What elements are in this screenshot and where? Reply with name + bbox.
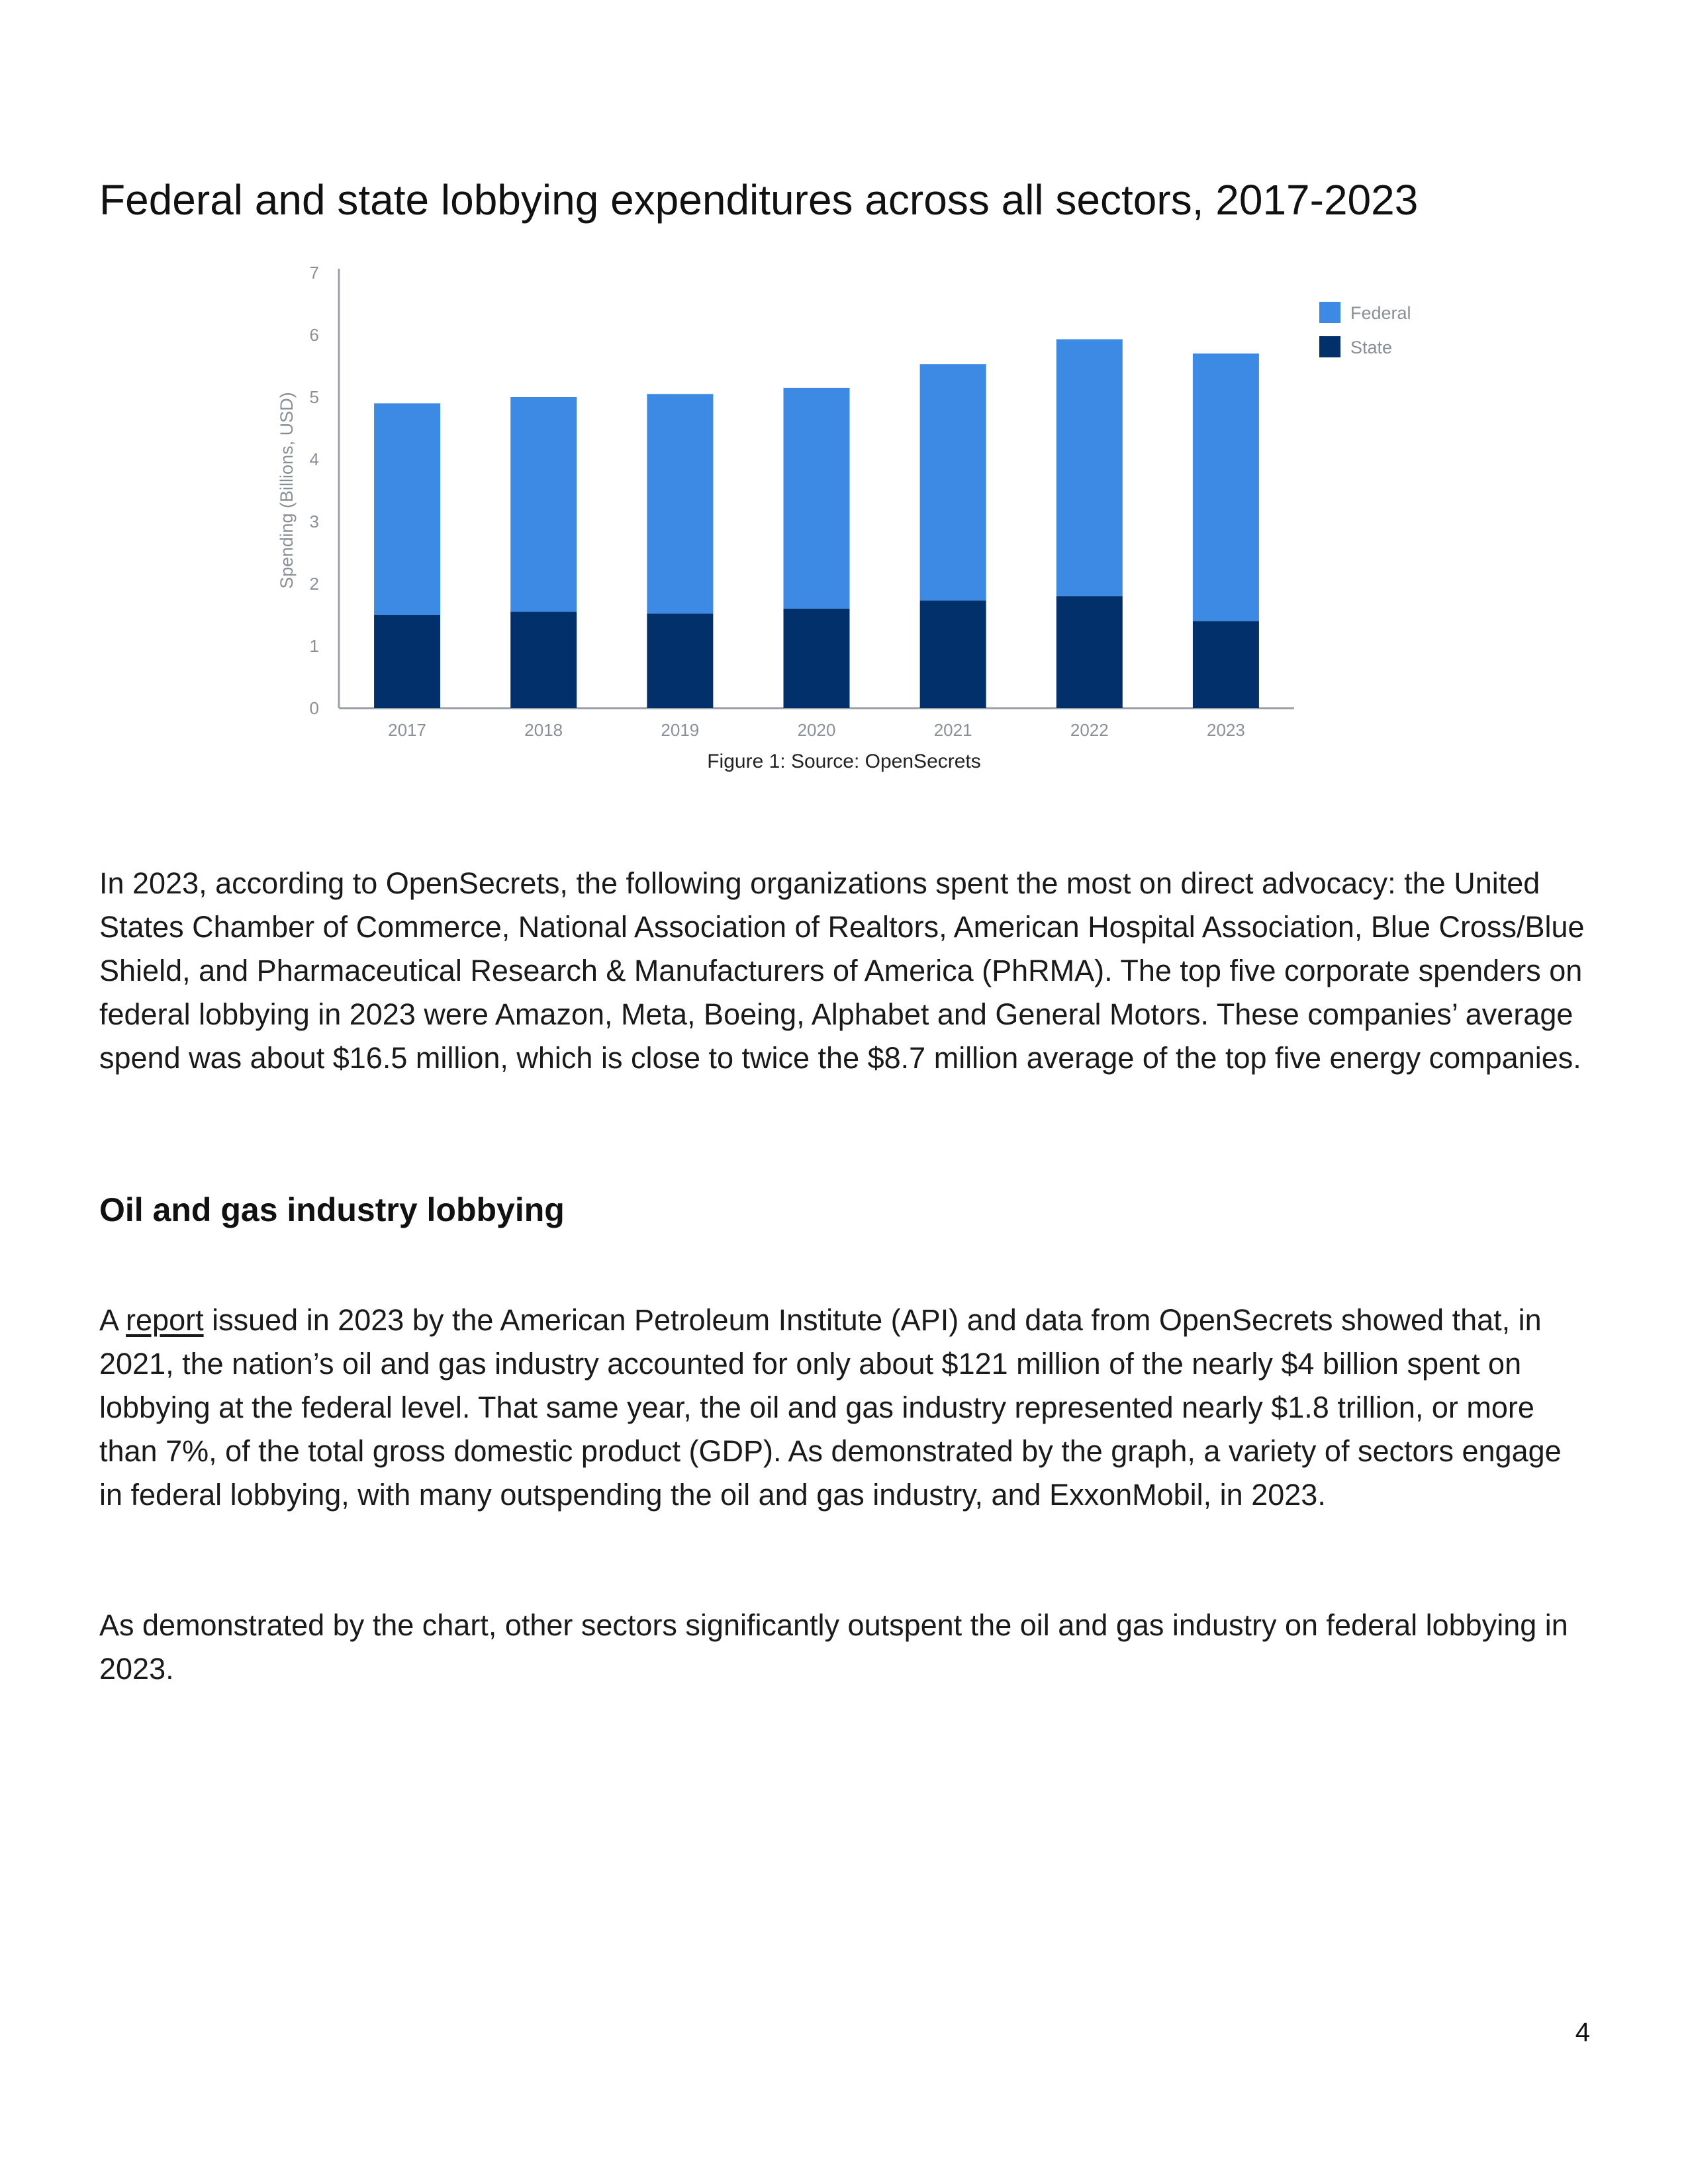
section-heading: Oil and gas industry lobbying	[99, 1191, 565, 1228]
bar-federal-2020	[784, 388, 850, 609]
paragraph-api-report	[99, 1298, 1589, 1517]
x-tick-label: 2019	[661, 720, 700, 740]
y-tick-label: 0	[309, 698, 319, 718]
bar-federal-2021	[920, 364, 986, 600]
bar-state-2018	[510, 612, 577, 708]
x-tick-label: 2022	[1070, 720, 1109, 740]
y-axis-label: Spending (Billions, USD)	[277, 392, 297, 589]
x-tick-label: 2021	[933, 720, 972, 740]
chart-title: Federal and state lobbying expenditures across all sectors, 2017-2023	[99, 176, 1419, 224]
bar-federal-2019	[647, 394, 713, 614]
legend-label-state: State	[1350, 338, 1393, 357]
bar-state-2017	[374, 615, 440, 708]
bar-federal-2017	[374, 403, 440, 615]
x-tick-label: 2018	[524, 720, 563, 740]
y-tick-label: 1	[309, 636, 319, 656]
y-tick-label: 2	[309, 574, 319, 594]
y-tick-label: 6	[309, 325, 319, 345]
x-tick-label: 2020	[797, 720, 836, 740]
y-tick-label: 3	[309, 512, 319, 531]
x-tick-label: 2017	[388, 720, 426, 740]
bar-federal-2018	[510, 397, 577, 612]
paragraph-rest: issued in 2023 by the American Petroleum Institute (API) and data from OpenSecrets showed that, in 2021, the nation’s oil and gas industry accounted for only about $121 million of the nearly $4 billion spent on lobbying at the federal level. That same year, the oil and gas industry represented nearly $1.8 trillion, or more than 7%, of the total gross domestic product (GDP). As demonstrated by the graph, a variety of sectors engage in federal lobbying, with many outspending the oil and gas industry, and ExxonMobil, in 2023.	[99, 1303, 1562, 1512]
bar-federal-2022	[1056, 340, 1123, 596]
x-tick-label: 2023	[1207, 720, 1245, 740]
paragraph-prefix: A	[99, 1303, 126, 1337]
legend-swatch-federal	[1319, 302, 1340, 323]
paragraph-top-spenders: In 2023, according to OpenSecrets, the following organizations spent the most on direct advocacy: the United States Chamber of Commerce, National Association of Realtors, American Hospital Association, Blue Cross/Blue Shield, and Pharmaceutical Research & Manufacturers of America (PhRMA). The top five corporate spenders on federal lobbying in 2023 were Amazon, Meta, Boeing, Alphabet and General Motors. These companies’ average spend was about $16.5 million, which is close to twice the $8.7 million average of the top five energy companies.	[99, 866, 1585, 1075]
lobbying-bar-chart	[265, 251, 1456, 741]
bar-state-2023	[1193, 621, 1259, 708]
bar-state-2021	[920, 600, 986, 708]
paragraph-other-sectors: As demonstrated by the chart, other sectors significantly outspent the oil and gas industry on federal lobbying in 2023.	[99, 1608, 1568, 1686]
bar-state-2019	[647, 614, 713, 708]
y-tick-label: 5	[309, 387, 319, 407]
bar-federal-2023	[1193, 353, 1259, 621]
bar-state-2022	[1056, 596, 1123, 708]
figure-caption: Figure 1: Source: OpenSecrets	[707, 751, 981, 772]
page-number: 4	[1575, 2018, 1590, 2047]
report-link[interactable]: report	[126, 1303, 204, 1337]
y-tick-label: 4	[309, 449, 319, 469]
y-tick-label: 7	[309, 263, 319, 283]
bar-state-2020	[784, 609, 850, 708]
legend-swatch-state	[1319, 336, 1340, 357]
legend-label-federal: Federal	[1350, 303, 1411, 323]
